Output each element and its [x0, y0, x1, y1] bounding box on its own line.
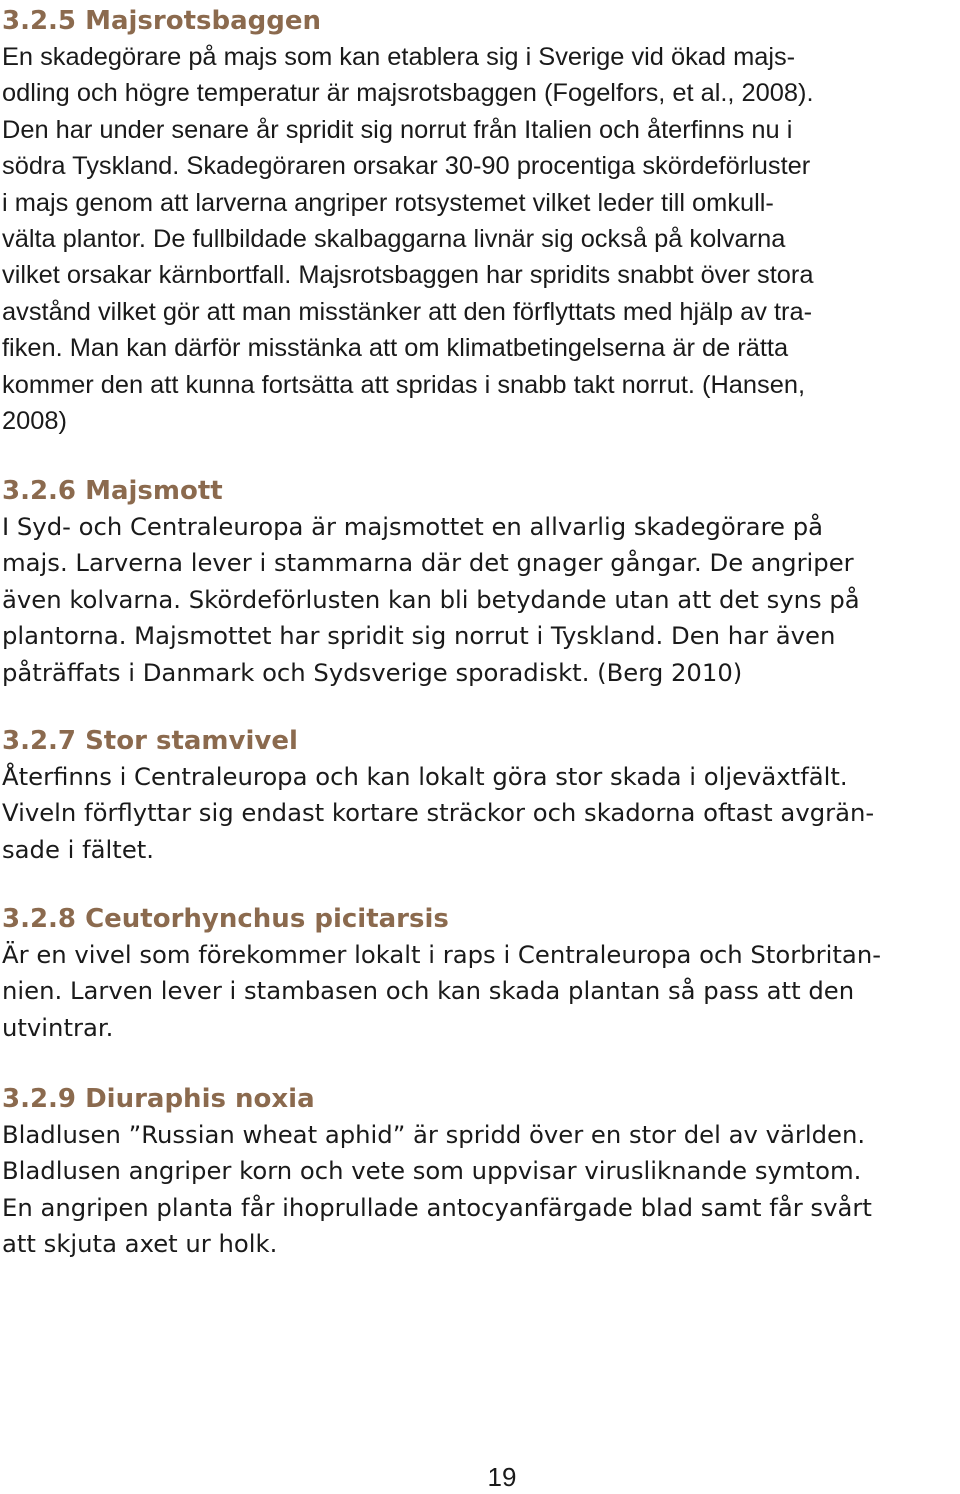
section-majsrotsbaggen [2, 0, 814, 439]
text-line: En angripen planta får ihoprullade antocyanfärgade blad samt får svårt [2, 1192, 872, 1222]
text-line: att skjuta axet ur holk. [2, 1229, 278, 1259]
text-line: välta plantor. De fullbildade skalbaggarna livnär sig också på kolvarna [2, 225, 786, 254]
text-line: Är en vivel som förekommer lokalt i raps i Centraleuropa och Storbritan- [2, 940, 881, 969]
section-body [2, 509, 860, 691]
text-line: Den har under senare år spridit sig norrut från Italien och återfinns nu i [2, 115, 793, 144]
text-line: fiken. Man kan därför misstänka att om klimatbetingelserna är de rätta [2, 334, 789, 363]
section-ceutorhynchus-picitarsis [2, 898, 881, 1046]
section-majsmott [2, 470, 860, 691]
section-diuraphis-noxia [2, 1078, 872, 1263]
text-line: odling och högre temperatur är majsrotsbaggen (Fogelfors, et al., 2008). [2, 79, 814, 108]
text-line: även kolvarna. Skördeförlusten kan bli betydande utan att det syns på [2, 584, 860, 614]
section-heading: 3.2.9 Diuraphis noxia [2, 1084, 315, 1114]
text-line: majs. Larverna lever i stammarna där det gnager gångar. De angriper [2, 548, 854, 578]
section-stor-stamvivel [2, 720, 874, 868]
section-heading: 3.2.8 Ceutorhynchus picitarsis [2, 904, 449, 934]
text-line: Återfinns i Centraleuropa och kan lokalt göra stor skada i oljeväxtfält. [2, 762, 848, 791]
text-line: avstånd vilket gör att man misstänker att den förflyttats med hjälp av tra- [2, 297, 813, 326]
text-line: kommer den att kunna fortsätta att spridas i snabb takt norrut. (Hansen, [2, 370, 806, 399]
text-line: Bladlusen angriper korn och vete som uppvisar virusliknande symtom. [2, 1156, 862, 1186]
text-line: nien. Larven lever i stambasen och kan skada plantan så pass att den [2, 976, 855, 1006]
section-body [2, 39, 814, 439]
text-line: Bladlusen ”Russian wheat aphid” är spridd över en stor del av världen. [2, 1120, 866, 1149]
text-line: En skadegörare på majs som kan etablera sig i Sverige vid ökad majs- [2, 43, 796, 71]
text-line: Viveln förflyttar sig endast kortare sträckor och skadorna oftast avgrän- [2, 798, 875, 828]
text-line: i majs genom att larverna angriper rotsystemet vilket leder till omkull- [2, 188, 774, 217]
section-body [2, 759, 874, 868]
text-line: 2008) [2, 407, 67, 436]
text-line: I Syd- och Centraleuropa är majsmottet en allvarlig skadegörare på [2, 512, 824, 541]
section-heading: 3.2.7 Stor stamvivel [2, 726, 298, 756]
section-heading: 3.2.5 Majsrotsbaggen [2, 6, 321, 36]
text-line: sade i fältet. [2, 834, 155, 864]
section-heading: 3.2.6 Majsmott [2, 476, 223, 506]
page-number: 19 [487, 1462, 517, 1492]
section-body [2, 1117, 872, 1263]
text-line: utvintrar. [2, 1012, 114, 1042]
section-body [2, 937, 881, 1046]
text-line: påträffats i Danmark och Sydsverige sporadiskt. (Berg 2010) [2, 657, 743, 687]
text-line: vilket orsakar kärnbortfall. Majsrotsbaggen har spridits snabbt över stora [2, 261, 814, 290]
text-line: södra Tyskland. Skadegöraren orsakar 30-90 procentiga skördeförluster [2, 152, 811, 181]
text-line: plantorna. Majsmottet har spridit sig norrut i Tyskland. Den har även [2, 621, 836, 651]
